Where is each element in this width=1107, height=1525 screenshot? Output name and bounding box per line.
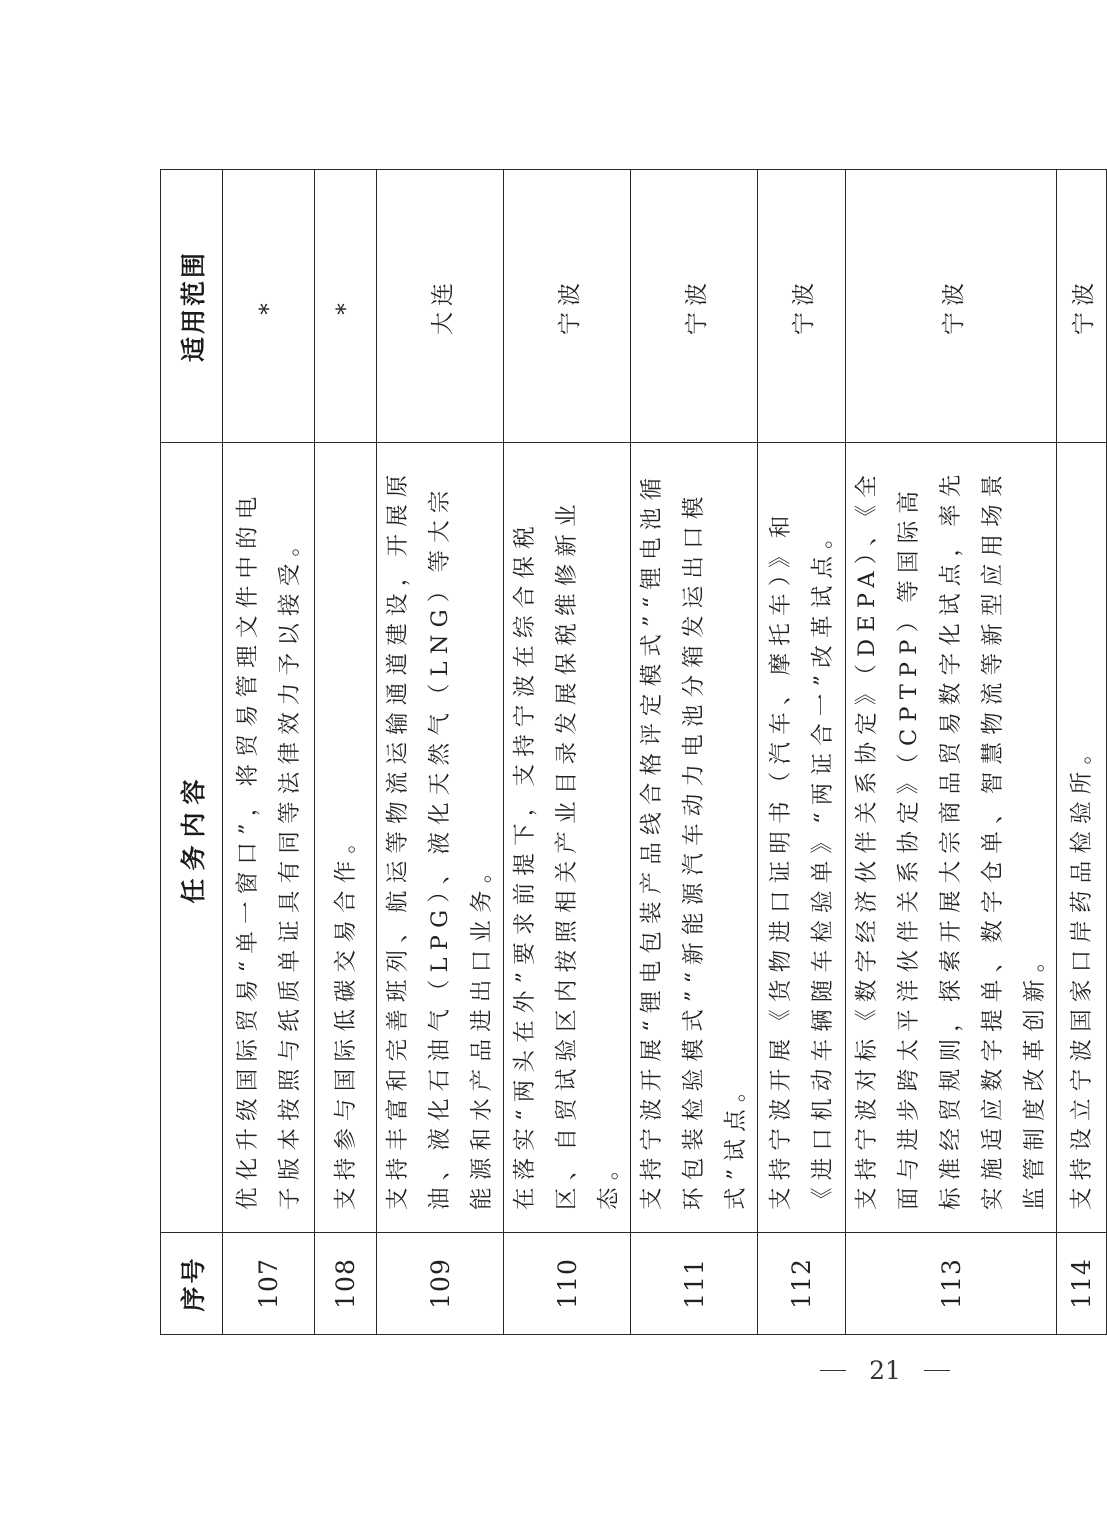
page-footer bbox=[820, 1352, 950, 1388]
row-index: 112 bbox=[758, 1233, 846, 1335]
rotated-table-frame bbox=[160, 170, 1097, 1335]
row-index: 109 bbox=[377, 1233, 504, 1335]
row-task: 支持宁波对标《数字经济伙伴关系协定》（DEPA）、《全面与进步跨太平洋伙伴关系协定》（CPTPP）等国际高标准经贸规则，探索开展大宗商品贸易数字化试点，率先实施适应数字提单、数字仓单、智慧物流等新型应用场景监管制度改革创新。 bbox=[846, 443, 1057, 1233]
row-scope: * bbox=[315, 170, 377, 443]
table-row bbox=[758, 170, 846, 1335]
row-task: 支持丰富和完善班列、航运等物流运输通道建设，开展原油、液化石油气（LPG）、液化天然气（LNG）等大宗能源和水产品进出口业务。 bbox=[377, 443, 504, 1233]
table-row bbox=[315, 170, 377, 1335]
page-number: 21 bbox=[869, 1355, 901, 1385]
footer-dash-left bbox=[820, 1370, 846, 1371]
row-task: 支持参与国际低碳交易合作。 bbox=[315, 443, 377, 1233]
row-scope: 宁波 bbox=[504, 170, 631, 443]
row-scope: * bbox=[223, 170, 315, 443]
table-row bbox=[504, 170, 631, 1335]
row-index: 110 bbox=[504, 1233, 631, 1335]
row-task: 在落实“两头在外”要求前提下，支持宁波在综合保税区、自贸试验区内按照相关产业目录发展保税维修新业态。 bbox=[504, 443, 631, 1233]
row-index: 108 bbox=[315, 1233, 377, 1335]
footer-dash-right bbox=[924, 1370, 950, 1371]
table-row bbox=[631, 170, 758, 1335]
table-header-row bbox=[161, 170, 223, 1335]
table-row bbox=[1057, 170, 1107, 1335]
row-scope: 宁波 bbox=[846, 170, 1057, 443]
row-task: 支持设立宁波国家口岸药品检验所。 bbox=[1057, 443, 1107, 1233]
rotated-table-container bbox=[160, 170, 1097, 1335]
row-index: 107 bbox=[223, 1233, 315, 1335]
row-task: 支持宁波开展《货物进口证明书（汽车、摩托车）》和《进口机动车辆随车检验单》“两证合一”改革试点。 bbox=[758, 443, 846, 1233]
table-row bbox=[223, 170, 315, 1335]
table-row bbox=[377, 170, 504, 1335]
row-index: 114 bbox=[1057, 1233, 1107, 1335]
row-index: 111 bbox=[631, 1233, 758, 1335]
row-task: 支持宁波开展“锂电包装产品线合格评定模式”“锂电池循环包装检验模式”“新能源汽车动力电池分箱发运出口模式”试点。 bbox=[631, 443, 758, 1233]
row-scope: 宁波 bbox=[758, 170, 846, 443]
row-scope: 宁波 bbox=[631, 170, 758, 443]
header-task: 任务内容 bbox=[161, 443, 223, 1233]
row-index: 113 bbox=[846, 1233, 1057, 1335]
header-scope: 适用范围 bbox=[161, 170, 223, 443]
header-index: 序号 bbox=[161, 1233, 223, 1335]
row-scope: 宁波 bbox=[1057, 170, 1107, 443]
row-scope: 大连 bbox=[377, 170, 504, 443]
table-row bbox=[846, 170, 1057, 1335]
task-table bbox=[160, 169, 1107, 1335]
row-task: 优化升级国际贸易“单一窗口”，将贸易管理文件中的电子版本按照与纸质单证具有同等法律效力予以接受。 bbox=[223, 443, 315, 1233]
